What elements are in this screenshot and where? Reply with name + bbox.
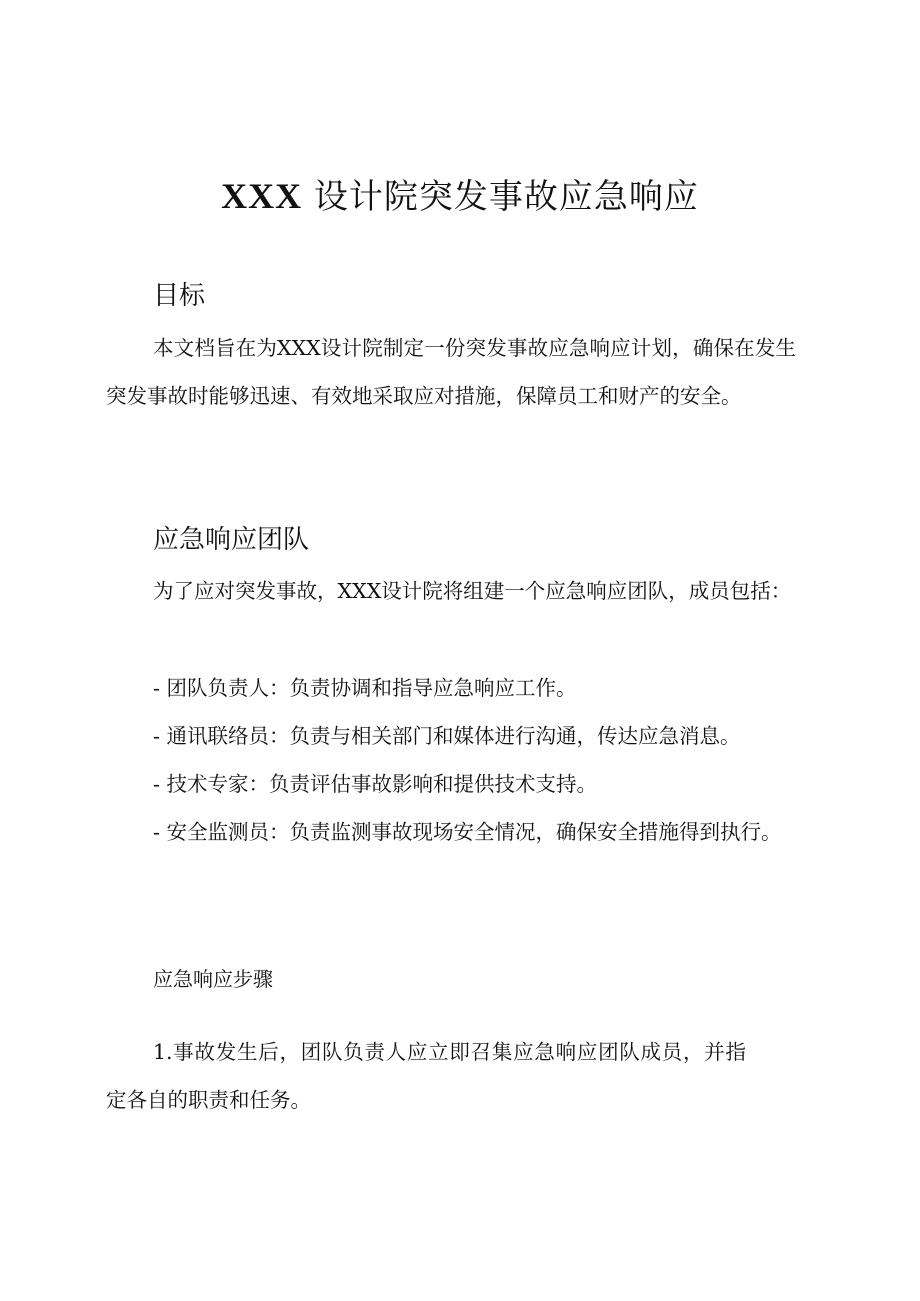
team-intro-paragraph: 为了应对突发事故，XXX设计院将组建一个应急响应团队，成员包括： [153,579,792,603]
step-item: 1.事故发生后，团队负责人应立即召集应急响应团队成员，并指定各自的职责和任务。 [106,1040,746,1112]
goal-paragraph: 本文档旨在为XXX设计院制定一份突发事故应急响应计划，确保在发生突发事故时能够迅速、有效地采取应对措施，保障员工和财产的安全。 [106,336,796,408]
section-heading-steps: 应急响应步骤 [153,967,273,991]
section-heading-goal: 目标 [153,281,206,311]
title-text: 设计院突发事故应急响应 [313,177,699,217]
team-member-item: - 技术专家：负责评估事故影响和提供技术支持。 [153,772,597,796]
team-member-item: - 通讯联络员：负责与相关部门和媒体进行沟通，传达应急消息。 [153,724,741,748]
document-title [0,172,920,221]
section-heading-team: 应急响应团队 [153,525,310,555]
title-prefix: XXX [221,176,303,216]
team-member-item: - 团队负责人：负责协调和指导应急响应工作。 [153,676,577,700]
team-member-item: - 安全监测员：负责监测事故现场安全情况，确保安全措施得到执行。 [153,820,782,844]
